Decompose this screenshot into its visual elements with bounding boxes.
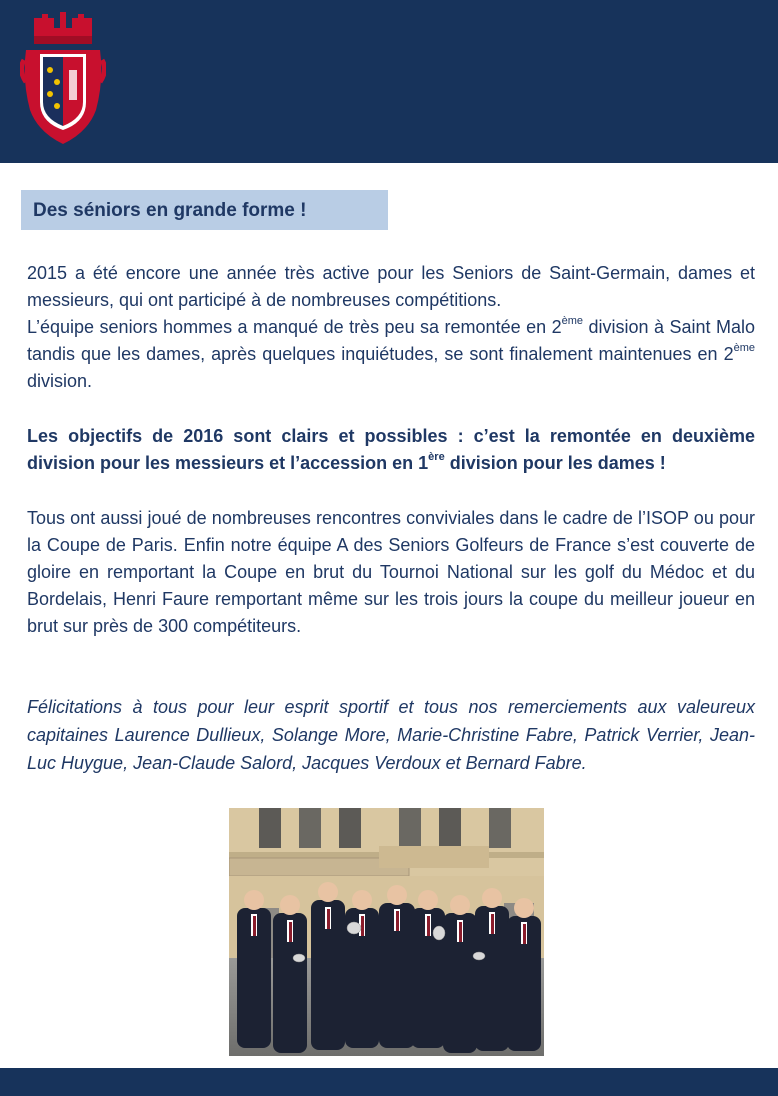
- ordinal-suffix: ème: [561, 315, 583, 327]
- division-word: division.: [27, 371, 93, 391]
- coat-of-arms-icon: [20, 10, 106, 146]
- men-team-sentence: L’équipe seniors hommes a manqué de très peu sa remontée en 2: [27, 317, 562, 337]
- objectives-text-end: division pour les dames !: [444, 453, 666, 473]
- header-banner: [0, 0, 778, 163]
- intro-sentence: 2015 a été encore une année très active pour les Seniors de Saint-Germain, dames et messieurs, qui ont participé à de nombreuses compétitions.: [27, 263, 755, 310]
- team-photo-icon: [229, 808, 544, 1056]
- section-title: Des séniors en grande forme !: [21, 190, 388, 230]
- footer-banner: [0, 1068, 778, 1096]
- ordinal-suffix: ère: [428, 451, 445, 463]
- paragraph-seasons-review: [27, 260, 755, 395]
- paragraph-objectives: [27, 423, 755, 477]
- paragraph-congratulations: Félicitations à tous pour leur esprit sportif et tous nos remerciements aux valeureux capitaines Laurence Dullieux, Solange More, Marie-Christine Fabre, Patrick Verrier, Jean-Luc Huygue, Jean-Claude Salord, Jacques Verdoux et Bernard Fabre.: [27, 697, 755, 773]
- women-team-sentence: division à Saint Malo tandis que les dames, après quelques inquiétudes, se sont finalement maintenues en 2: [27, 317, 755, 364]
- ordinal-suffix: ème: [733, 342, 755, 354]
- objectives-text: Les objectifs de 2016 sont clairs et possibles : c’est la remontée en deuxième division pour les messieurs et l’accession en 1: [27, 426, 755, 473]
- paragraph-competitions: Tous ont aussi joué de nombreuses rencontres conviviales dans le cadre de l’ISOP ou pour la Coupe de Paris. Enfin notre équipe A des Seniors Golfeurs de France s’est couverte de gloire en remportant la Coupe en brut du Tournoi National sur les golf du Médoc et du Bordelais, Henri Faure remportant même sur les trois jours la coupe du meilleur joueur en brut sur près de 300 compétiteurs.: [27, 508, 755, 636]
